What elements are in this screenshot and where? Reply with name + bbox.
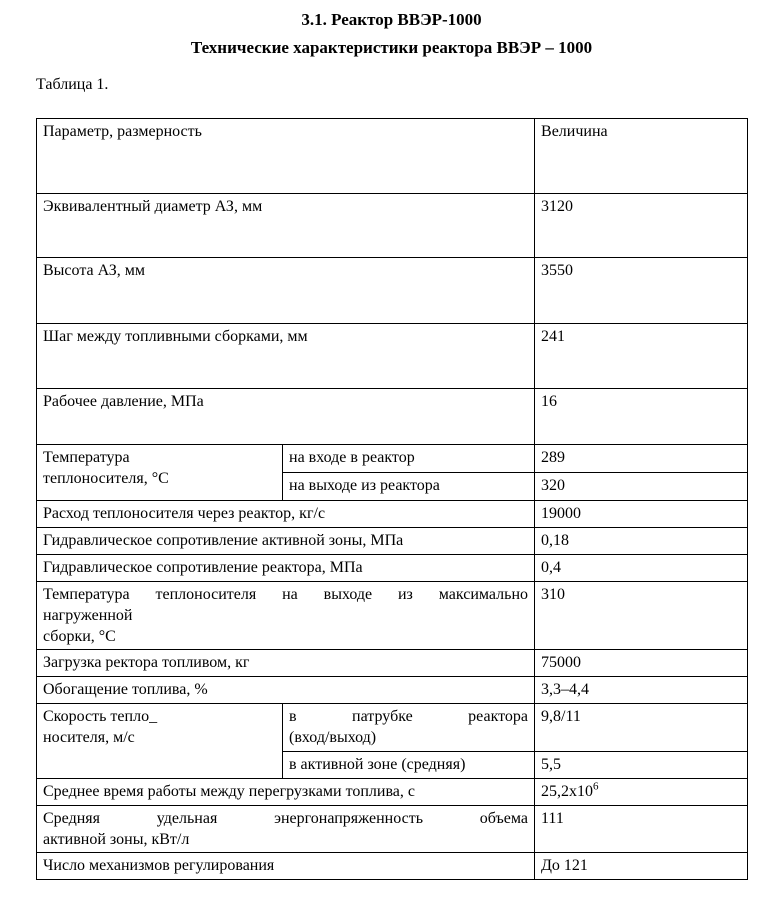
param-line: активной зоны, кВт/л [43, 830, 190, 848]
table-row [37, 778, 748, 805]
param-line: нагруженной [43, 607, 133, 625]
table-row [37, 389, 748, 445]
sub-label-cell [283, 704, 535, 751]
param-cell [37, 805, 535, 852]
table-row [37, 258, 748, 324]
param-cell: Загрузка ректора топливом, кг [37, 650, 535, 677]
value-cell: 19000 [535, 501, 748, 528]
param-line: Температура [43, 449, 130, 466]
value-cell: 9,8/11 [535, 704, 748, 751]
param-cell: Гидравлическое сопротивление активной зоны, МПа [37, 528, 535, 555]
param-line: сборки, °С [43, 628, 116, 646]
value-cell: 320 [535, 473, 748, 501]
table-row [37, 528, 748, 555]
param-cell: Среднее время работы между перегрузками топлива, с [37, 778, 535, 805]
table-row [37, 677, 748, 704]
section-heading: 3.1. Реактор ВВЭР-1000 [301, 10, 482, 29]
table-row [37, 704, 748, 751]
table-row [37, 194, 748, 258]
table-row [37, 501, 748, 528]
value-cell: 16 [535, 389, 748, 445]
table-row [37, 555, 748, 582]
value-cell: 0,18 [535, 528, 748, 555]
value-cell: 3120 [535, 194, 748, 258]
param-line: Температура теплоносителя на выходе из максимально [43, 586, 529, 603]
table-row [37, 805, 748, 852]
param-line: Средняя удельная энергонапряженность объема [43, 809, 529, 827]
param-line: теплоносителя, °С [43, 470, 169, 488]
table-row [37, 582, 748, 650]
param-cell: Гидравлическое сопротивление реактора, МПа [37, 555, 535, 582]
value-header-cell: Величина [535, 119, 748, 194]
param-cell: Эквивалентный диаметр АЗ, мм [37, 194, 535, 258]
characteristics-table [36, 118, 748, 880]
param-cell [37, 582, 535, 650]
param-cell [37, 445, 283, 501]
table-row [37, 852, 748, 879]
table-row [37, 650, 748, 677]
value-cell: 5,5 [535, 751, 748, 778]
param-cell: Обогащение топлива, % [37, 677, 535, 704]
value-cell: 111 [535, 805, 748, 852]
sub-label-cell: на входе в реактор [283, 445, 535, 473]
value-cell: 289 [535, 445, 748, 473]
param-cell: Высота АЗ, мм [37, 258, 535, 324]
sub-label-cell: в активной зоне (средняя) [283, 751, 535, 778]
sub-label-line: в патрубке реактора [289, 708, 529, 726]
table-header-row [37, 119, 748, 194]
value-cell: 241 [535, 324, 748, 389]
sub-label-cell: на выходе из реактора [283, 473, 535, 501]
value-cell: До 121 [535, 852, 748, 879]
param-header-cell: Параметр, размерность [37, 119, 535, 194]
param-cell: Шаг между топливными сборками, мм [37, 324, 535, 389]
table-row [37, 324, 748, 389]
value-cell: 0,4 [535, 555, 748, 582]
value-base: 25,2x10 [541, 782, 594, 800]
param-cell: Расход теплоносителя через реактор, кг/с [37, 501, 535, 528]
value-cell: 3,3–4,4 [535, 677, 748, 704]
param-line: носителя, м/с [43, 729, 135, 747]
table-caption: Таблица 1. [36, 76, 109, 93]
param-cell: Рабочее давление, МПа [37, 389, 535, 445]
value-cell [535, 778, 748, 805]
param-cell [37, 704, 283, 778]
table-row [37, 445, 748, 473]
value-cell: 3550 [535, 258, 748, 324]
value-exponent: 6 [593, 780, 599, 793]
value-cell: 310 [535, 582, 748, 650]
sub-label-line: (вход/выход) [289, 729, 377, 747]
param-line: Скорость тепло_ [43, 708, 158, 726]
param-cell: Число механизмов регулирования [37, 852, 535, 879]
value-cell: 75000 [535, 650, 748, 677]
table-title: Технические характеристики реактора ВВЭР – 1000 [190, 38, 593, 57]
